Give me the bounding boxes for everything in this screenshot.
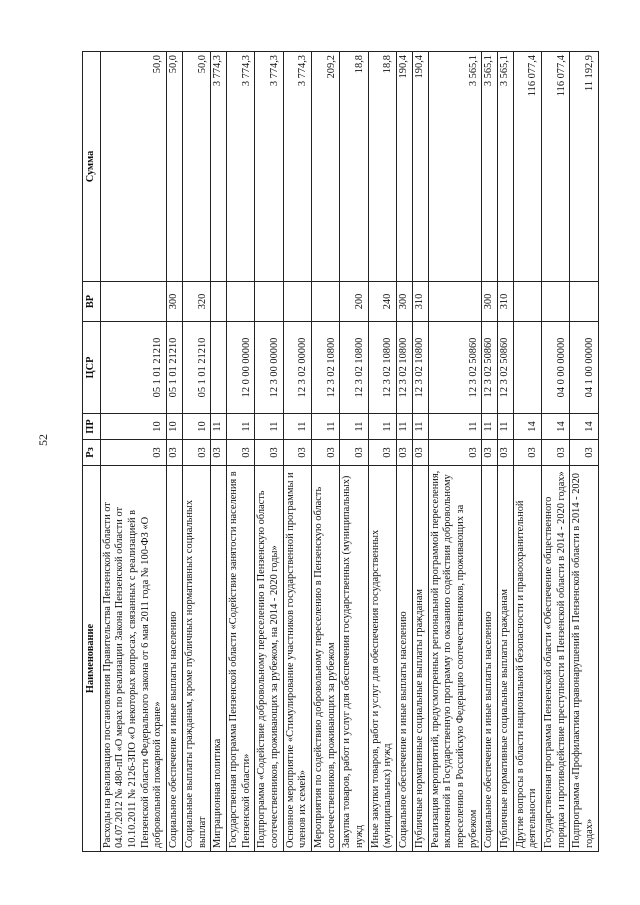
table-row [513, 52, 541, 852]
cell-csr: 12 3 02 50860 [428, 322, 482, 414]
cell-csr: 04 1 00 00000 [570, 322, 598, 414]
cell-pr: 11 [340, 414, 368, 440]
table-row [570, 52, 598, 852]
header-rz: Рз [83, 440, 101, 466]
cell-name: Публичные нормативные социальные выплаты гражданам [497, 466, 513, 852]
cell-vr: 240 [368, 282, 396, 322]
cell-rz: 03 [100, 440, 166, 466]
cell-name: Расходы на реализацию постановления Правительства Пензенской области от 04.07.2012 № 480-пП «О мерах по реализации Закона Пензенской области от 10.10.2011 № 2126-ЗПО «О некоторых вопросах, связанных с реализацией в Пензенской области Федерального закона от 6 мая 2011 года № 100-ФЗ «О добровольной пожарной охране» [100, 466, 166, 852]
cell-rz: 03 [211, 440, 227, 466]
cell-name: Иные закупки товаров, работ и услуг для обеспечения государственных (муниципальных) нужд [368, 466, 396, 852]
cell-name: Реализация мероприятий, предусмотренных региональной программой переселения, включенной в Государственную программу по оказанию содействия добровольному переселению в Российскую Федерацию соотечественников, проживающих за рубежом [428, 466, 482, 852]
cell-pr: 11 [368, 414, 396, 440]
cell-vr: 300 [482, 282, 498, 322]
cell-sum: 116 077,4 [513, 52, 541, 282]
cell-pr: 11 [412, 414, 428, 440]
cell-csr: 05 1 01 21210 [182, 322, 210, 414]
cell-sum: 18,8 [368, 52, 396, 282]
cell-rz: 03 [513, 440, 541, 466]
cell-csr: 12 3 02 50860 [482, 322, 498, 414]
cell-name: Публичные нормативные социальные выплаты гражданам [412, 466, 428, 852]
rotated-page-content [82, 52, 596, 852]
cell-name: Социальное обеспечение и иные выплаты населению [397, 466, 413, 852]
cell-pr: 14 [513, 414, 541, 440]
cell-rz: 03 [482, 440, 498, 466]
table-row [226, 52, 254, 852]
table-row [542, 52, 570, 852]
cell-sum: 3 565,1 [428, 52, 482, 282]
cell-rz: 03 [397, 440, 413, 466]
cell-csr: 12 3 00 00000 [255, 322, 283, 414]
cell-vr [100, 282, 166, 322]
table-row [397, 52, 413, 852]
table-row [100, 52, 166, 852]
cell-sum: 209,2 [312, 52, 340, 282]
cell-sum: 190,4 [397, 52, 413, 282]
cell-sum: 18,8 [340, 52, 368, 282]
cell-rz: 03 [283, 440, 311, 466]
page-number: 52 [36, 434, 50, 446]
table-header-row [83, 52, 101, 852]
cell-vr [283, 282, 311, 322]
cell-vr [428, 282, 482, 322]
cell-name: Подпрограмма «Содействие добровольному переселению в Пензенскую область соотечественников, проживающих за рубежом, на 2014 - 2020 годы» [255, 466, 283, 852]
cell-name: Другие вопросы в области национальной безопасности и правоохранительной деятельности [513, 466, 541, 852]
table-row [368, 52, 396, 852]
header-csr: ЦСР [83, 322, 101, 414]
cell-sum: 50,0 [182, 52, 210, 282]
cell-pr: 11 [255, 414, 283, 440]
cell-name: Социальные выплаты гражданам, кроме публичных нормативных социальных выплат [182, 466, 210, 852]
cell-name: Закупка товаров, работ и услуг для обеспечения государственных (муниципальных) нужд [340, 466, 368, 852]
table-row [283, 52, 311, 852]
table-row [340, 52, 368, 852]
cell-name: Подпрограмма «Профилактика правонарушений в Пензенской области в 2014 - 2020 годах» [570, 466, 598, 852]
cell-csr: 12 3 02 10800 [312, 322, 340, 414]
table-row [182, 52, 210, 852]
cell-sum: 116 077,4 [542, 52, 570, 282]
cell-csr: 12 3 02 00000 [283, 322, 311, 414]
header-sum: Сумма [83, 52, 101, 282]
cell-pr: 14 [570, 414, 598, 440]
cell-pr: 11 [226, 414, 254, 440]
cell-rz: 03 [340, 440, 368, 466]
cell-vr: 310 [497, 282, 513, 322]
cell-csr: 12 0 00 00000 [226, 322, 254, 414]
cell-rz: 03 [167, 440, 183, 466]
cell-csr: 12 3 02 10800 [368, 322, 396, 414]
cell-vr [226, 282, 254, 322]
table-row [497, 52, 513, 852]
cell-pr: 11 [482, 414, 498, 440]
cell-vr: 310 [412, 282, 428, 322]
table-row [255, 52, 283, 852]
cell-name: Мероприятия по содействию добровольному переселению в Пензенскую область соотечественников, проживающих за рубежом [312, 466, 340, 852]
cell-rz: 03 [542, 440, 570, 466]
cell-pr: 10 [167, 414, 183, 440]
cell-sum: 50,0 [167, 52, 183, 282]
cell-vr [542, 282, 570, 322]
cell-vr [513, 282, 541, 322]
cell-pr: 11 [497, 414, 513, 440]
cell-pr: 11 [283, 414, 311, 440]
cell-pr: 10 [182, 414, 210, 440]
cell-vr [570, 282, 598, 322]
cell-sum: 3 774,3 [226, 52, 254, 282]
budget-table [82, 51, 599, 852]
cell-name: Государственная программа Пензенской области «Содействие занятости населения в Пензенской области» [226, 466, 254, 852]
cell-vr: 200 [340, 282, 368, 322]
cell-csr: 12 3 02 50860 [497, 322, 513, 414]
cell-sum: 50,0 [100, 52, 166, 282]
cell-csr: 05 1 01 21210 [100, 322, 166, 414]
cell-sum: 3 774,3 [283, 52, 311, 282]
cell-sum: 3 774,3 [211, 52, 227, 282]
cell-rz: 03 [255, 440, 283, 466]
table-row [312, 52, 340, 852]
cell-csr: 12 3 02 10800 [397, 322, 413, 414]
cell-name: Государственная программа Пензенской области «Обеспечение общественного порядка и противодействие преступности в Пензенской области в 2014 - 2020 годах» [542, 466, 570, 852]
cell-csr [211, 322, 227, 414]
cell-csr [513, 322, 541, 414]
cell-pr: 11 [211, 414, 227, 440]
cell-vr: 300 [167, 282, 183, 322]
cell-name: Основное мероприятие «Стимулирование участников государственной программы и членов их семей» [283, 466, 311, 852]
cell-name: Социальное обеспечение и иные выплаты населению [167, 466, 183, 852]
table-row [412, 52, 428, 852]
cell-pr: 11 [428, 414, 482, 440]
header-name: Наименование [83, 466, 101, 852]
cell-pr: 10 [100, 414, 166, 440]
cell-pr: 14 [542, 414, 570, 440]
cell-rz: 03 [312, 440, 340, 466]
cell-sum: 3 565,1 [482, 52, 498, 282]
cell-vr: 300 [397, 282, 413, 322]
table-row [482, 52, 498, 852]
cell-name: Миграционная политика [211, 466, 227, 852]
cell-pr: 11 [397, 414, 413, 440]
table-row [167, 52, 183, 852]
cell-rz: 03 [497, 440, 513, 466]
table-row [211, 52, 227, 852]
cell-rz: 03 [412, 440, 428, 466]
cell-csr: 12 3 02 10800 [412, 322, 428, 414]
cell-sum: 190,4 [412, 52, 428, 282]
cell-vr [255, 282, 283, 322]
cell-vr [211, 282, 227, 322]
cell-csr: 05 1 01 21210 [167, 322, 183, 414]
header-vr: ВР [83, 282, 101, 322]
cell-rz: 03 [182, 440, 210, 466]
cell-csr: 04 0 00 00000 [542, 322, 570, 414]
cell-sum: 3 565,1 [497, 52, 513, 282]
cell-sum: 11 192,9 [570, 52, 598, 282]
cell-name: Социальное обеспечение и иные выплаты населению [482, 466, 498, 852]
cell-sum: 3 774,3 [255, 52, 283, 282]
cell-vr [312, 282, 340, 322]
cell-rz: 03 [226, 440, 254, 466]
table-row [428, 52, 482, 852]
cell-rz: 03 [368, 440, 396, 466]
cell-rz: 03 [428, 440, 482, 466]
cell-csr: 12 3 02 10800 [340, 322, 368, 414]
cell-vr: 320 [182, 282, 210, 322]
cell-rz: 03 [570, 440, 598, 466]
header-pr: ПР [83, 414, 101, 440]
cell-pr: 11 [312, 414, 340, 440]
